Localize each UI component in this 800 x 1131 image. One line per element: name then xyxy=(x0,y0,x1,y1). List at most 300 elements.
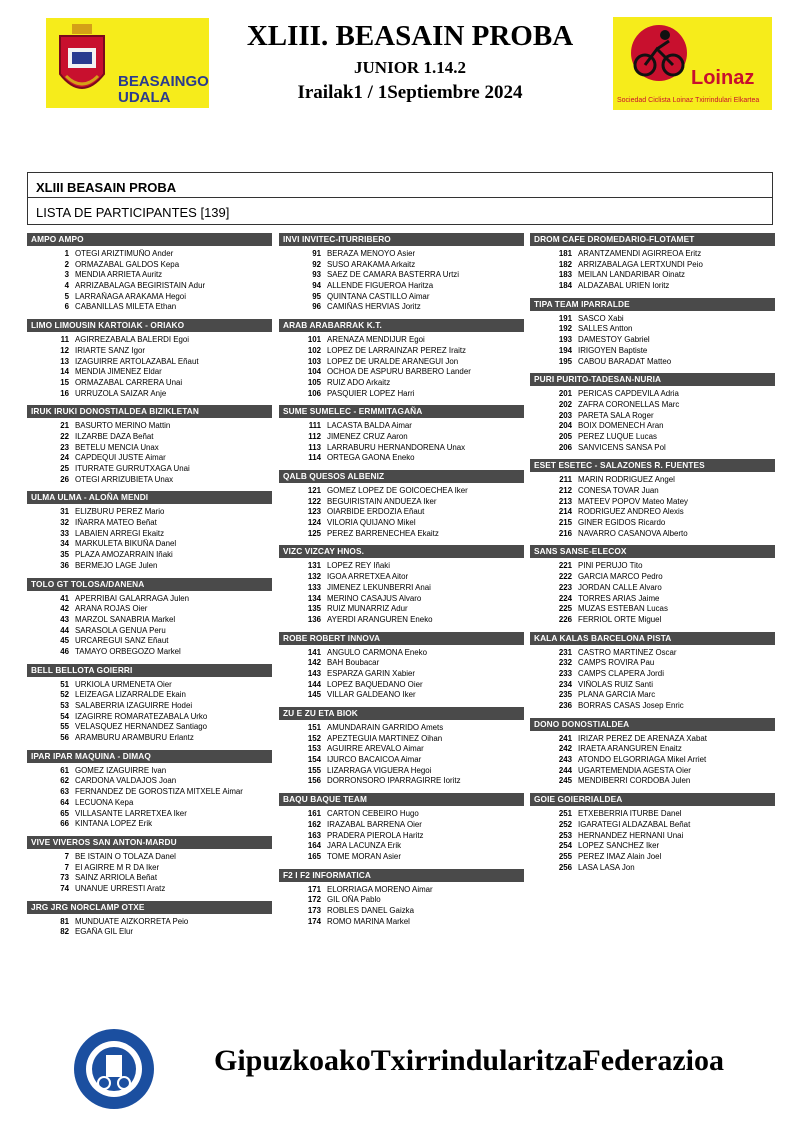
rider-number: 114 xyxy=(308,453,321,463)
rider-number: 26 xyxy=(60,474,69,484)
rider-row xyxy=(27,270,272,281)
rider-row xyxy=(27,475,272,486)
rider-name: CARDONA VALDAJOS Joan xyxy=(75,776,177,786)
rider-row xyxy=(279,529,524,540)
rider-number: 51 xyxy=(60,679,69,689)
rider-row xyxy=(530,400,775,411)
rider-row xyxy=(279,432,524,443)
rider-number: 191 xyxy=(558,313,572,323)
team-header: JRG JRG NORCLAMP OTXE xyxy=(27,901,272,914)
rider-number: 91 xyxy=(312,249,321,258)
rider-name: LACASTA BALDA Aimar xyxy=(327,421,412,431)
rider-number: 62 xyxy=(60,776,69,786)
rider-row xyxy=(279,378,524,389)
rider-name: IRAETA ARANGUREN Enaitz xyxy=(578,744,682,754)
rider-number: 211 xyxy=(559,475,572,485)
rider-row xyxy=(279,346,524,357)
rider-number: 202 xyxy=(558,399,572,409)
rider-number: 244 xyxy=(558,765,572,775)
rider-name: MARZOL SANABRIA Markel xyxy=(75,614,176,624)
rider-row xyxy=(27,464,272,475)
rider-number: 23 xyxy=(60,442,69,452)
rider-row xyxy=(27,863,272,874)
rider-number: 254 xyxy=(558,841,572,851)
rider-name: IZAGIRRE ROMARATEZABALA Urko xyxy=(75,711,208,721)
rider-name: LARRABURU HERNANDORENA Unax xyxy=(327,442,466,452)
rider-number: 192 xyxy=(558,324,572,334)
rider-name: LOPEZ SANCHEZ Iker xyxy=(578,841,660,851)
rider-name: ROBLES DANEL Gaizka xyxy=(327,905,414,915)
rider-name: APERRIBAI GALARRAGA Julen xyxy=(75,593,190,603)
rider-row xyxy=(530,249,775,260)
rider-row xyxy=(27,873,272,884)
rider-number: 255 xyxy=(558,851,572,861)
rider-name: ELIZBURU PEREZ Mario xyxy=(75,507,165,517)
rider-number: 131 xyxy=(307,561,321,571)
team-block xyxy=(279,632,524,701)
rider-name: OTEGI ARRIZUBIETA Unax xyxy=(75,474,174,484)
rider-name: IÑARRA MATEO Beñat xyxy=(75,518,157,528)
rider-name: RUIZ ADO Arkaitz xyxy=(327,377,391,387)
rider-number: 11 xyxy=(60,335,69,345)
rider-row xyxy=(279,421,524,432)
rider-number: 134 xyxy=(307,593,321,603)
team-block xyxy=(279,405,524,464)
rider-row xyxy=(279,389,524,400)
rider-name: ITURRATE GURRUTXAGA Unai xyxy=(75,464,190,473)
rider-row xyxy=(279,443,524,454)
rider-number: 171 xyxy=(307,884,321,894)
rider-name: ETXEBERRIA ITURBE Danel xyxy=(578,809,682,819)
rider-name: VILLAR GALDEANO Iker xyxy=(327,690,416,700)
rider-name: OCHOA DE ASPURU BARBERO Lander xyxy=(327,367,471,377)
rider-name: AGUIRRE AREVALO Aimar xyxy=(327,744,424,754)
team-block xyxy=(279,319,524,399)
rider-number: 172 xyxy=(307,895,321,905)
team-header: ZU E ZU ETA BIOK xyxy=(279,707,524,720)
rider-name: JIMENEZ CRUZ Aaron xyxy=(327,431,408,441)
rider-number: 222 xyxy=(558,572,572,582)
rider-row xyxy=(530,389,775,400)
rider-number: 205 xyxy=(558,431,572,441)
team-block xyxy=(27,578,272,658)
rider-number: 24 xyxy=(60,453,69,463)
loinaz-society: Sociedad Ciclista Loinaz Txirrindulari Elkartea xyxy=(617,97,760,104)
rider-number: 104 xyxy=(307,367,321,377)
rider-row xyxy=(530,572,775,583)
rider-row xyxy=(530,863,775,874)
rider-name: LARRAÑAGA ARAKAMA Hegoi xyxy=(75,291,186,301)
logo-text-line1: BEASAINGO xyxy=(118,73,209,90)
rider-name: VELASQUEZ HERNANDEZ Santiago xyxy=(75,722,207,732)
rider-number: 225 xyxy=(558,604,572,614)
rider-row xyxy=(27,443,272,454)
rider-number: 123 xyxy=(307,507,321,517)
rider-number: 153 xyxy=(307,744,321,754)
rider-name: JARA LACUNZA Erik xyxy=(327,841,402,851)
rider-name: PEREZ BARRENECHEA Ekaitz xyxy=(327,528,439,538)
rider-name: SALLES Antton xyxy=(578,324,633,334)
rider-number: 154 xyxy=(307,755,321,765)
team-header: IRUK IRUKI DONOSTIALDEA BIZIKLETAN xyxy=(27,405,272,418)
rider-number: 132 xyxy=(307,572,321,582)
team-header: DONO DONOSTIALDEA xyxy=(530,718,775,731)
team-block xyxy=(530,459,775,539)
rider-number: 53 xyxy=(60,701,69,710)
rider-row xyxy=(27,249,272,260)
rider-name: CAMIÑAS HERVIAS Joritz xyxy=(327,302,421,312)
rider-number: 213 xyxy=(558,496,572,506)
federation-seal-icon xyxy=(72,1027,156,1111)
team-header: ARAB ARABARRAK K.T. xyxy=(279,319,524,332)
rider-row xyxy=(27,809,272,820)
rider-name: UGARTEMENDIA AGESTA Oier xyxy=(578,765,691,775)
rider-row xyxy=(279,809,524,820)
beasaingo-udala-logo xyxy=(46,18,209,108)
team-block xyxy=(27,405,272,485)
rider-number: 152 xyxy=(307,733,321,743)
rider-number: 52 xyxy=(60,690,69,700)
rider-row xyxy=(27,421,272,432)
rider-row xyxy=(279,572,524,583)
rider-row xyxy=(27,529,272,540)
rider-row xyxy=(530,615,775,626)
rider-number: 253 xyxy=(558,830,572,840)
rider-row xyxy=(279,766,524,777)
rider-number: 164 xyxy=(307,841,321,851)
rider-name: SASCO Xabi xyxy=(578,313,624,323)
rider-row xyxy=(530,820,775,831)
rider-row xyxy=(279,906,524,917)
rider-name: GOMEZ LOPEZ DE GOICOECHEA Iker xyxy=(327,486,468,495)
rider-number: 251 xyxy=(558,809,572,819)
rider-name: URRUZOLA SAIZAR Anje xyxy=(75,388,167,398)
team-header: BELL BELLOTA GOIERRI xyxy=(27,664,272,677)
rider-name: TORRES ARIAS Jaime xyxy=(578,593,660,603)
rider-number: 61 xyxy=(60,765,69,775)
team-header: TIPA TEAM IPARRALDE xyxy=(530,298,775,311)
rider-name: IRIGOYEN Baptiste xyxy=(578,345,648,355)
rider-number: 105 xyxy=(307,377,321,387)
rider-name: CONESA TOVAR Juan xyxy=(578,486,659,495)
loinaz-logo xyxy=(613,17,772,110)
rider-number: 106 xyxy=(307,388,321,398)
rider-number: 221 xyxy=(558,561,572,571)
rider-row xyxy=(27,453,272,464)
rider-name: BAH Boubacar xyxy=(327,658,380,668)
rider-number: 212 xyxy=(558,486,572,495)
rider-row xyxy=(279,917,524,928)
rider-row xyxy=(27,701,272,712)
rider-number: 41 xyxy=(60,593,69,603)
team-header: BAQU BAQUE TEAM xyxy=(279,793,524,806)
race-date: Irailak1 / 1Septiembre 2024 xyxy=(297,82,523,103)
team-block xyxy=(530,718,775,787)
team-block xyxy=(279,707,524,787)
team-header: IPAR IPAR MAQUINA - DIMAQ xyxy=(27,750,272,763)
rider-row xyxy=(27,615,272,626)
team-block xyxy=(27,901,272,938)
rider-name: URCAREGUI SANZ Eñaut xyxy=(75,636,169,646)
rider-row xyxy=(27,917,272,928)
rider-name: LEIZEAGA LIZARRALDE Ekain xyxy=(75,690,186,700)
rider-row xyxy=(279,615,524,626)
rider-row xyxy=(27,281,272,292)
rider-name: NAVARRO CASANOVA Alberto xyxy=(578,528,688,538)
rider-number: 3 xyxy=(64,270,69,280)
rider-number: 6 xyxy=(64,302,69,312)
rider-name: VILORIA QUIJANO Mikel xyxy=(327,518,416,528)
rider-number: 204 xyxy=(558,421,572,431)
rider-name: IZAGUIRRE ARTOLAZABAL Eñaut xyxy=(75,356,199,366)
rider-number: 101 xyxy=(307,335,321,345)
rider-row xyxy=(279,680,524,691)
rider-row xyxy=(27,819,272,830)
rider-number: 22 xyxy=(60,431,69,441)
team-header: ROBE ROBERT INNOVA xyxy=(279,632,524,645)
rider-name: ARENAZA MENDIJUR Egoi xyxy=(327,335,425,345)
rider-row xyxy=(27,733,272,744)
rider-name: PLANA GARCIA Marc xyxy=(578,690,656,700)
rider-row xyxy=(530,357,775,368)
rider-number: 34 xyxy=(60,539,69,549)
rider-row xyxy=(27,561,272,572)
rider-row xyxy=(279,852,524,863)
rider-number: 25 xyxy=(60,464,69,473)
rider-number: 241 xyxy=(558,733,572,743)
rider-row xyxy=(530,507,775,518)
team-block xyxy=(530,298,775,367)
rider-row xyxy=(27,604,272,615)
rider-row xyxy=(530,411,775,422)
rider-number: 165 xyxy=(307,851,321,861)
rider-row xyxy=(530,497,775,508)
rider-number: 242 xyxy=(558,744,572,754)
rider-number: 66 xyxy=(60,819,69,829)
rider-number: 1 xyxy=(64,249,69,258)
rider-name: LOPEZ REY Iñaki xyxy=(327,561,391,571)
rider-row xyxy=(27,626,272,637)
rider-row xyxy=(27,378,272,389)
rider-name: OIARBIDE ERDOZIA Eñaut xyxy=(327,507,425,517)
rider-row xyxy=(27,357,272,368)
rider-number: 173 xyxy=(307,905,321,915)
rider-name: ELORRIAGA MORENO Aimar xyxy=(327,884,433,894)
rider-number: 181 xyxy=(558,249,572,258)
rider-name: UNANUE URRESTI Aratz xyxy=(75,883,166,893)
rider-row xyxy=(279,561,524,572)
rider-number: 45 xyxy=(60,636,69,646)
rider-number: 2 xyxy=(64,259,69,269)
team-header: GOIE GOIERRIALDEA xyxy=(530,793,775,806)
rider-number: 252 xyxy=(558,819,572,829)
rider-number: 151 xyxy=(307,723,321,732)
rider-name: MENDIA ARRIETA Auritz xyxy=(75,270,163,280)
team-block xyxy=(530,373,775,453)
team-block xyxy=(530,233,775,292)
rider-name: SANVICENS SANSA Pol xyxy=(578,442,666,452)
rider-number: 92 xyxy=(312,259,321,269)
rider-name: FERRIOL ORTE Miguel xyxy=(578,614,662,624)
team-header: AMPO AMPO xyxy=(27,233,272,246)
rider-name: ARRIZABALAGA BEGIRISTAIN Adur xyxy=(75,281,206,291)
rider-row xyxy=(27,712,272,723)
rider-row xyxy=(530,260,775,271)
rider-number: 103 xyxy=(307,356,321,366)
rider-row xyxy=(530,776,775,787)
rider-name: RODRIGUEZ ANDREO Alexis xyxy=(578,507,684,517)
rider-name: IRIARTE SANZ Igor xyxy=(75,345,146,355)
rider-name: MARIN RODRIGUEZ Angel xyxy=(578,475,675,485)
rider-name: PINI PERUJO Tito xyxy=(578,561,643,571)
rider-row xyxy=(279,658,524,669)
logo-text-line2: UDALA xyxy=(118,89,171,106)
rider-number: 102 xyxy=(307,345,321,355)
rider-name: MENDIBERRI CORDOBA Julen xyxy=(578,776,691,786)
rider-name: OTEGI ARIZTIMUÑO Ander xyxy=(75,249,174,258)
rider-number: 121 xyxy=(307,486,321,495)
rider-number: 7 xyxy=(64,851,69,861)
rider-number: 94 xyxy=(312,281,321,291)
rider-number: 33 xyxy=(60,528,69,538)
rider-number: 73 xyxy=(60,873,69,883)
rider-row xyxy=(279,249,524,260)
rider-row xyxy=(27,798,272,809)
rider-number: 42 xyxy=(60,604,69,614)
team-block xyxy=(27,750,272,830)
rider-row xyxy=(530,432,775,443)
rider-row xyxy=(530,486,775,497)
team-header: VIVE VIVEROS SAN ANTON-MARDU xyxy=(27,836,272,849)
federation-name: GipuzkoakoTxirrindularitzaFederazioa xyxy=(214,1044,724,1077)
rider-row xyxy=(530,594,775,605)
rider-name: DAMESTOY Gabriel xyxy=(578,335,650,345)
rider-name: JORDAN CALLE Alvaro xyxy=(578,582,662,592)
rider-row xyxy=(279,281,524,292)
rider-name: DORRONSORO IPARRAGIRRE Ioritz xyxy=(327,776,461,786)
rider-number: 216 xyxy=(558,528,572,538)
team-block xyxy=(279,545,524,625)
rider-name: TOME MORAN Asier xyxy=(327,851,401,861)
rider-name: BETELU MENCIA Unax xyxy=(75,442,159,452)
rider-number: 143 xyxy=(307,668,321,678)
rider-row xyxy=(530,281,775,292)
team-block xyxy=(530,545,775,625)
rider-row xyxy=(530,690,775,701)
rider-row xyxy=(279,690,524,701)
rider-number: 21 xyxy=(60,421,69,431)
rider-name: CAMPS ROVIRA Pau xyxy=(578,658,655,668)
rider-number: 223 xyxy=(558,582,572,592)
rider-name: ARANA ROJAS Oier xyxy=(75,604,148,614)
rider-name: ALLENDE FIGUEROA Haritza xyxy=(327,281,434,291)
team-block xyxy=(27,233,272,313)
rider-name: APEZTEGUIA MARTINEZ Oihan xyxy=(327,733,443,743)
rider-number: 226 xyxy=(558,614,572,624)
rider-name: MATEEV POPOV Mateo Matey xyxy=(578,496,688,506)
column-2 xyxy=(279,233,524,933)
rider-name: GARCIA MARCO Pedro xyxy=(578,572,663,582)
rider-row xyxy=(279,594,524,605)
rider-row xyxy=(279,669,524,680)
rider-name: PARETA SALA Roger xyxy=(578,410,654,420)
rider-row xyxy=(279,357,524,368)
rider-number: 156 xyxy=(307,776,321,786)
rider-row xyxy=(27,335,272,346)
rider-name: ANGULO CARMONA Eneko xyxy=(327,647,427,657)
team-block xyxy=(279,869,524,928)
rider-name: JIMENEZ LEKUNBERRI Anai xyxy=(327,582,431,592)
rider-row xyxy=(279,895,524,906)
rider-number: 162 xyxy=(307,819,321,829)
rider-number: 43 xyxy=(60,614,69,624)
team-header: SUME SUMELEC - ERMMITAGAÑA xyxy=(279,405,524,418)
rider-number: 122 xyxy=(307,496,321,506)
rider-row xyxy=(530,604,775,615)
rider-name: LIZARRAGA VIGUERA Hegoi xyxy=(327,765,432,775)
rider-name: FERNANDEZ DE GOROSTIZA MITXELE Aimar xyxy=(75,787,243,797)
team-block xyxy=(27,836,272,895)
rider-name: EI AGIRRE M R DA Iker xyxy=(75,862,160,872)
rider-name: IGARATEGI ALDAZABAL Beñat xyxy=(578,819,691,829)
rider-name: BORRAS CASAS Josep Enric xyxy=(578,701,684,710)
rider-row xyxy=(530,755,775,766)
rider-name: VILLASANTE LARRETXEA Iker xyxy=(75,808,187,818)
rider-row xyxy=(27,507,272,518)
rider-number: 215 xyxy=(558,518,572,528)
team-header: TOLO GT TOLOSA/DANENA xyxy=(27,578,272,591)
rider-name: SAINZ ARRIOLA Beñat xyxy=(75,873,158,883)
rider-number: 56 xyxy=(60,733,69,743)
rider-row xyxy=(27,539,272,550)
rider-name: AMUNDARAIN GARRIDO Amets xyxy=(327,723,444,732)
rider-number: 46 xyxy=(60,646,69,656)
rider-number: 63 xyxy=(60,787,69,797)
rider-row xyxy=(530,766,775,777)
rider-number: 184 xyxy=(558,281,572,291)
race-title: XLIII. BEASAIN PROBA xyxy=(246,20,574,52)
rider-row xyxy=(530,443,775,454)
rider-name: BOIX DOMENECH Aran xyxy=(578,421,664,431)
rider-number: 111 xyxy=(308,421,321,431)
rider-number: 112 xyxy=(308,431,321,441)
rider-row xyxy=(27,690,272,701)
team-header: KALA KALAS BARCELONA PISTA xyxy=(530,632,775,645)
rider-number: 32 xyxy=(60,518,69,528)
rider-row xyxy=(530,648,775,659)
rider-number: 232 xyxy=(558,658,572,668)
rider-row xyxy=(27,594,272,605)
rider-number: 245 xyxy=(558,776,572,786)
rider-row xyxy=(27,302,272,313)
rider-name: MARKULETA BIKUÑA Danel xyxy=(75,539,177,549)
rider-number: 125 xyxy=(307,528,321,538)
rider-name: IRAZABAL BARRENA Oier xyxy=(327,819,422,829)
rider-name: BASURTO MERINO Mattin xyxy=(75,421,171,431)
rider-name: URKIOLA URMENETA Oier xyxy=(75,679,172,689)
rider-name: MEILAN LANDARIBAR Oinatz xyxy=(578,270,685,280)
rider-number: 236 xyxy=(558,701,572,710)
rider-name: CARTON CEBEIRO Hugo xyxy=(327,809,419,819)
rider-row xyxy=(27,292,272,303)
rider-number: 133 xyxy=(307,582,321,592)
rider-number: 124 xyxy=(307,518,321,528)
rider-number: 113 xyxy=(308,442,321,452)
rider-row xyxy=(27,367,272,378)
rider-row xyxy=(279,270,524,281)
rider-row xyxy=(279,507,524,518)
rider-number: 136 xyxy=(307,614,321,624)
